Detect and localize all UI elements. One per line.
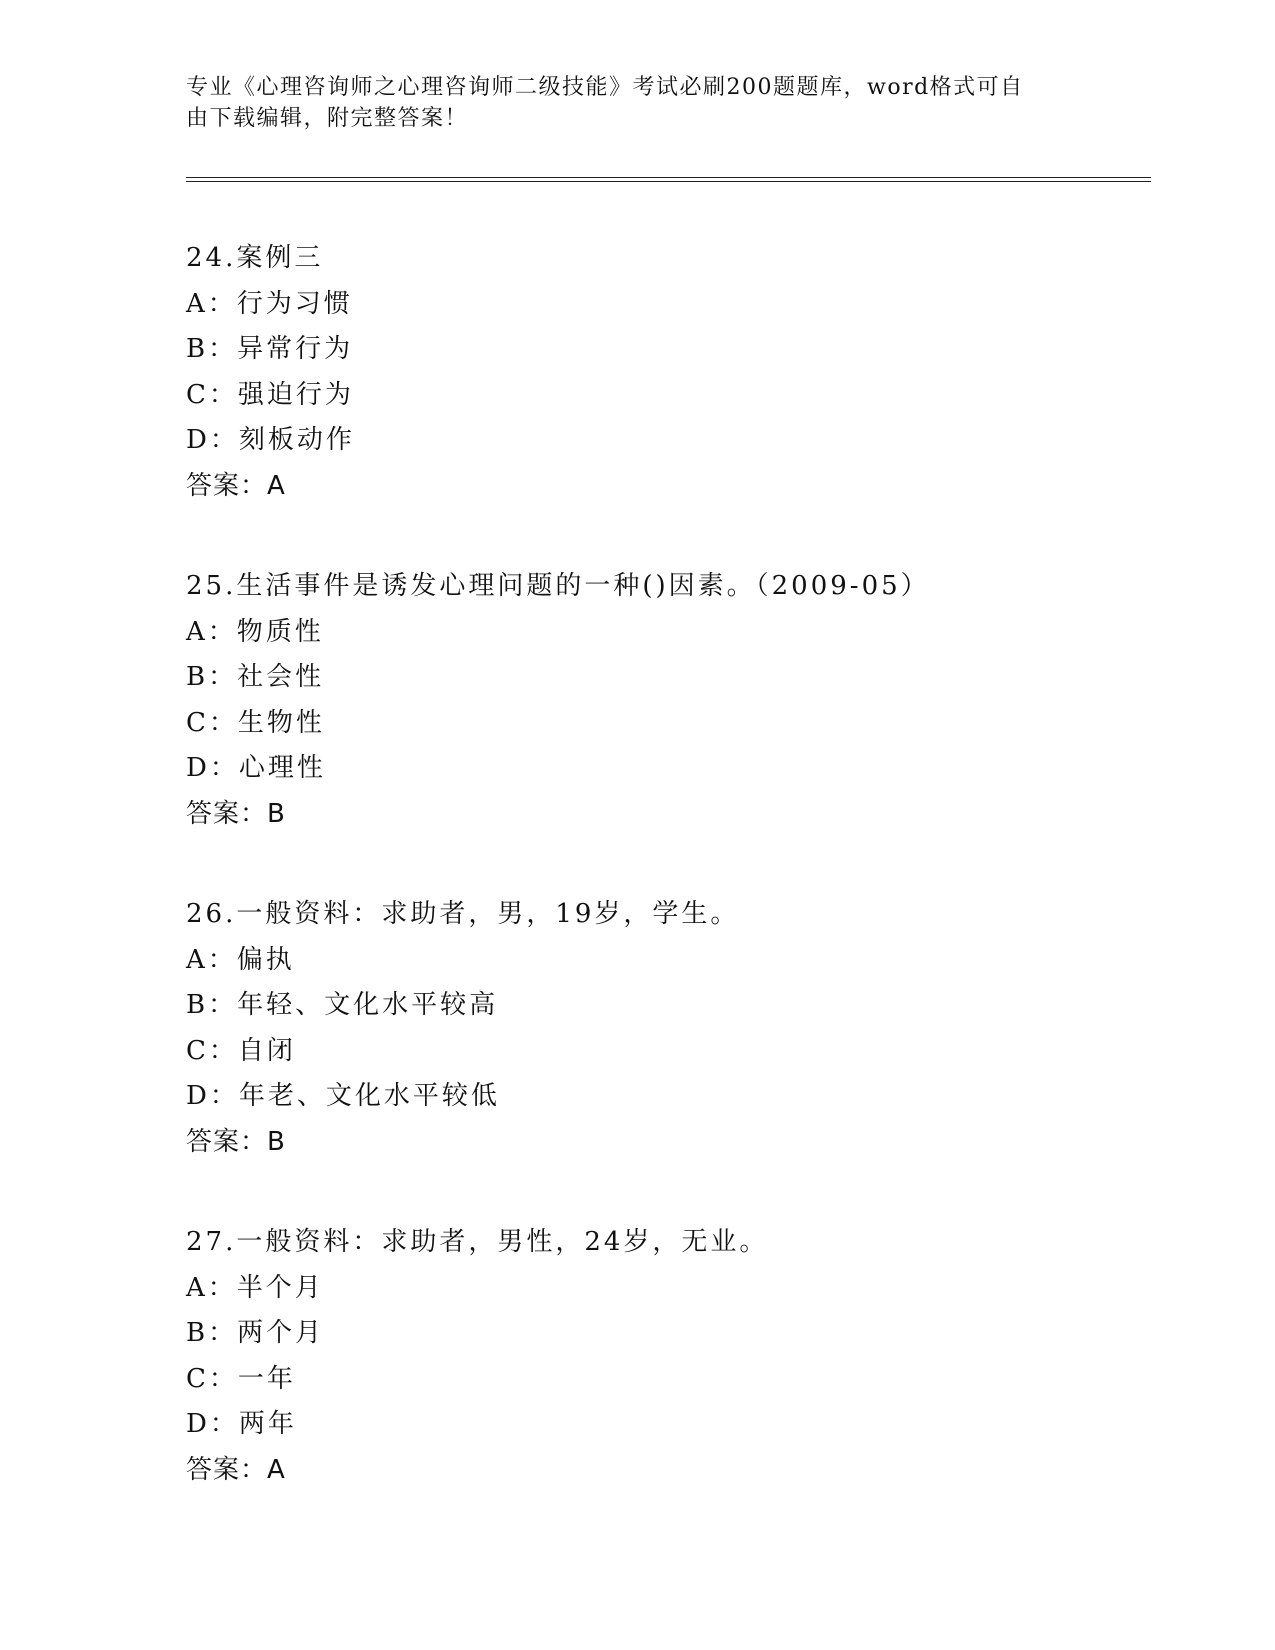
question-title: 27.一般资料：求助者，男性，24岁，无业。 [186,1227,769,1257]
option-c: C：强迫行为 [186,379,354,410]
option-d: D：心理性 [186,753,326,783]
question-26 [186,892,1136,1165]
answer: 答案：B [186,1126,286,1157]
option-d: D：刻板动作 [186,425,355,455]
question-25 [186,564,1136,837]
question-24 [186,236,1136,509]
option-c: C：生物性 [186,707,325,738]
answer: 答案：A [186,470,286,501]
answer: 答案：A [186,1454,286,1485]
question-title: 25.生活事件是诱发心理问题的一种()因素。（2009-05） [186,571,930,601]
option-a: A：物质性 [186,616,324,647]
answer: 答案：B [186,798,286,829]
option-c: C：一年 [186,1363,296,1394]
question-27 [186,1220,1136,1493]
option-d: D：两年 [186,1409,297,1439]
header-rule-bottom [186,181,1151,182]
header-line-2: 由下载编辑，附完整答案！ [186,106,469,131]
header-line-1: 专业《心理咨询师之心理咨询师二级技能》考试必刷200题题库，word格式可自 [186,75,1024,100]
option-a: A：半个月 [186,1272,324,1303]
option-a: A：偏执 [186,944,295,975]
option-d: D：年老、文化水平较低 [186,1081,500,1111]
option-a: A：行为习惯 [186,288,353,319]
question-title: 26.一般资料：求助者，男，19岁，学生。 [186,899,740,929]
option-b: B：年轻、文化水平较高 [186,990,499,1020]
header-rule-top [186,177,1151,178]
question-title: 24.案例三 [186,243,324,273]
option-b: B：两个月 [186,1318,325,1348]
option-c: C：自闭 [186,1035,296,1066]
question-list [186,236,1136,1548]
option-b: B：社会性 [186,662,325,692]
option-b: B：异常行为 [186,334,354,364]
document-header [186,72,1076,134]
